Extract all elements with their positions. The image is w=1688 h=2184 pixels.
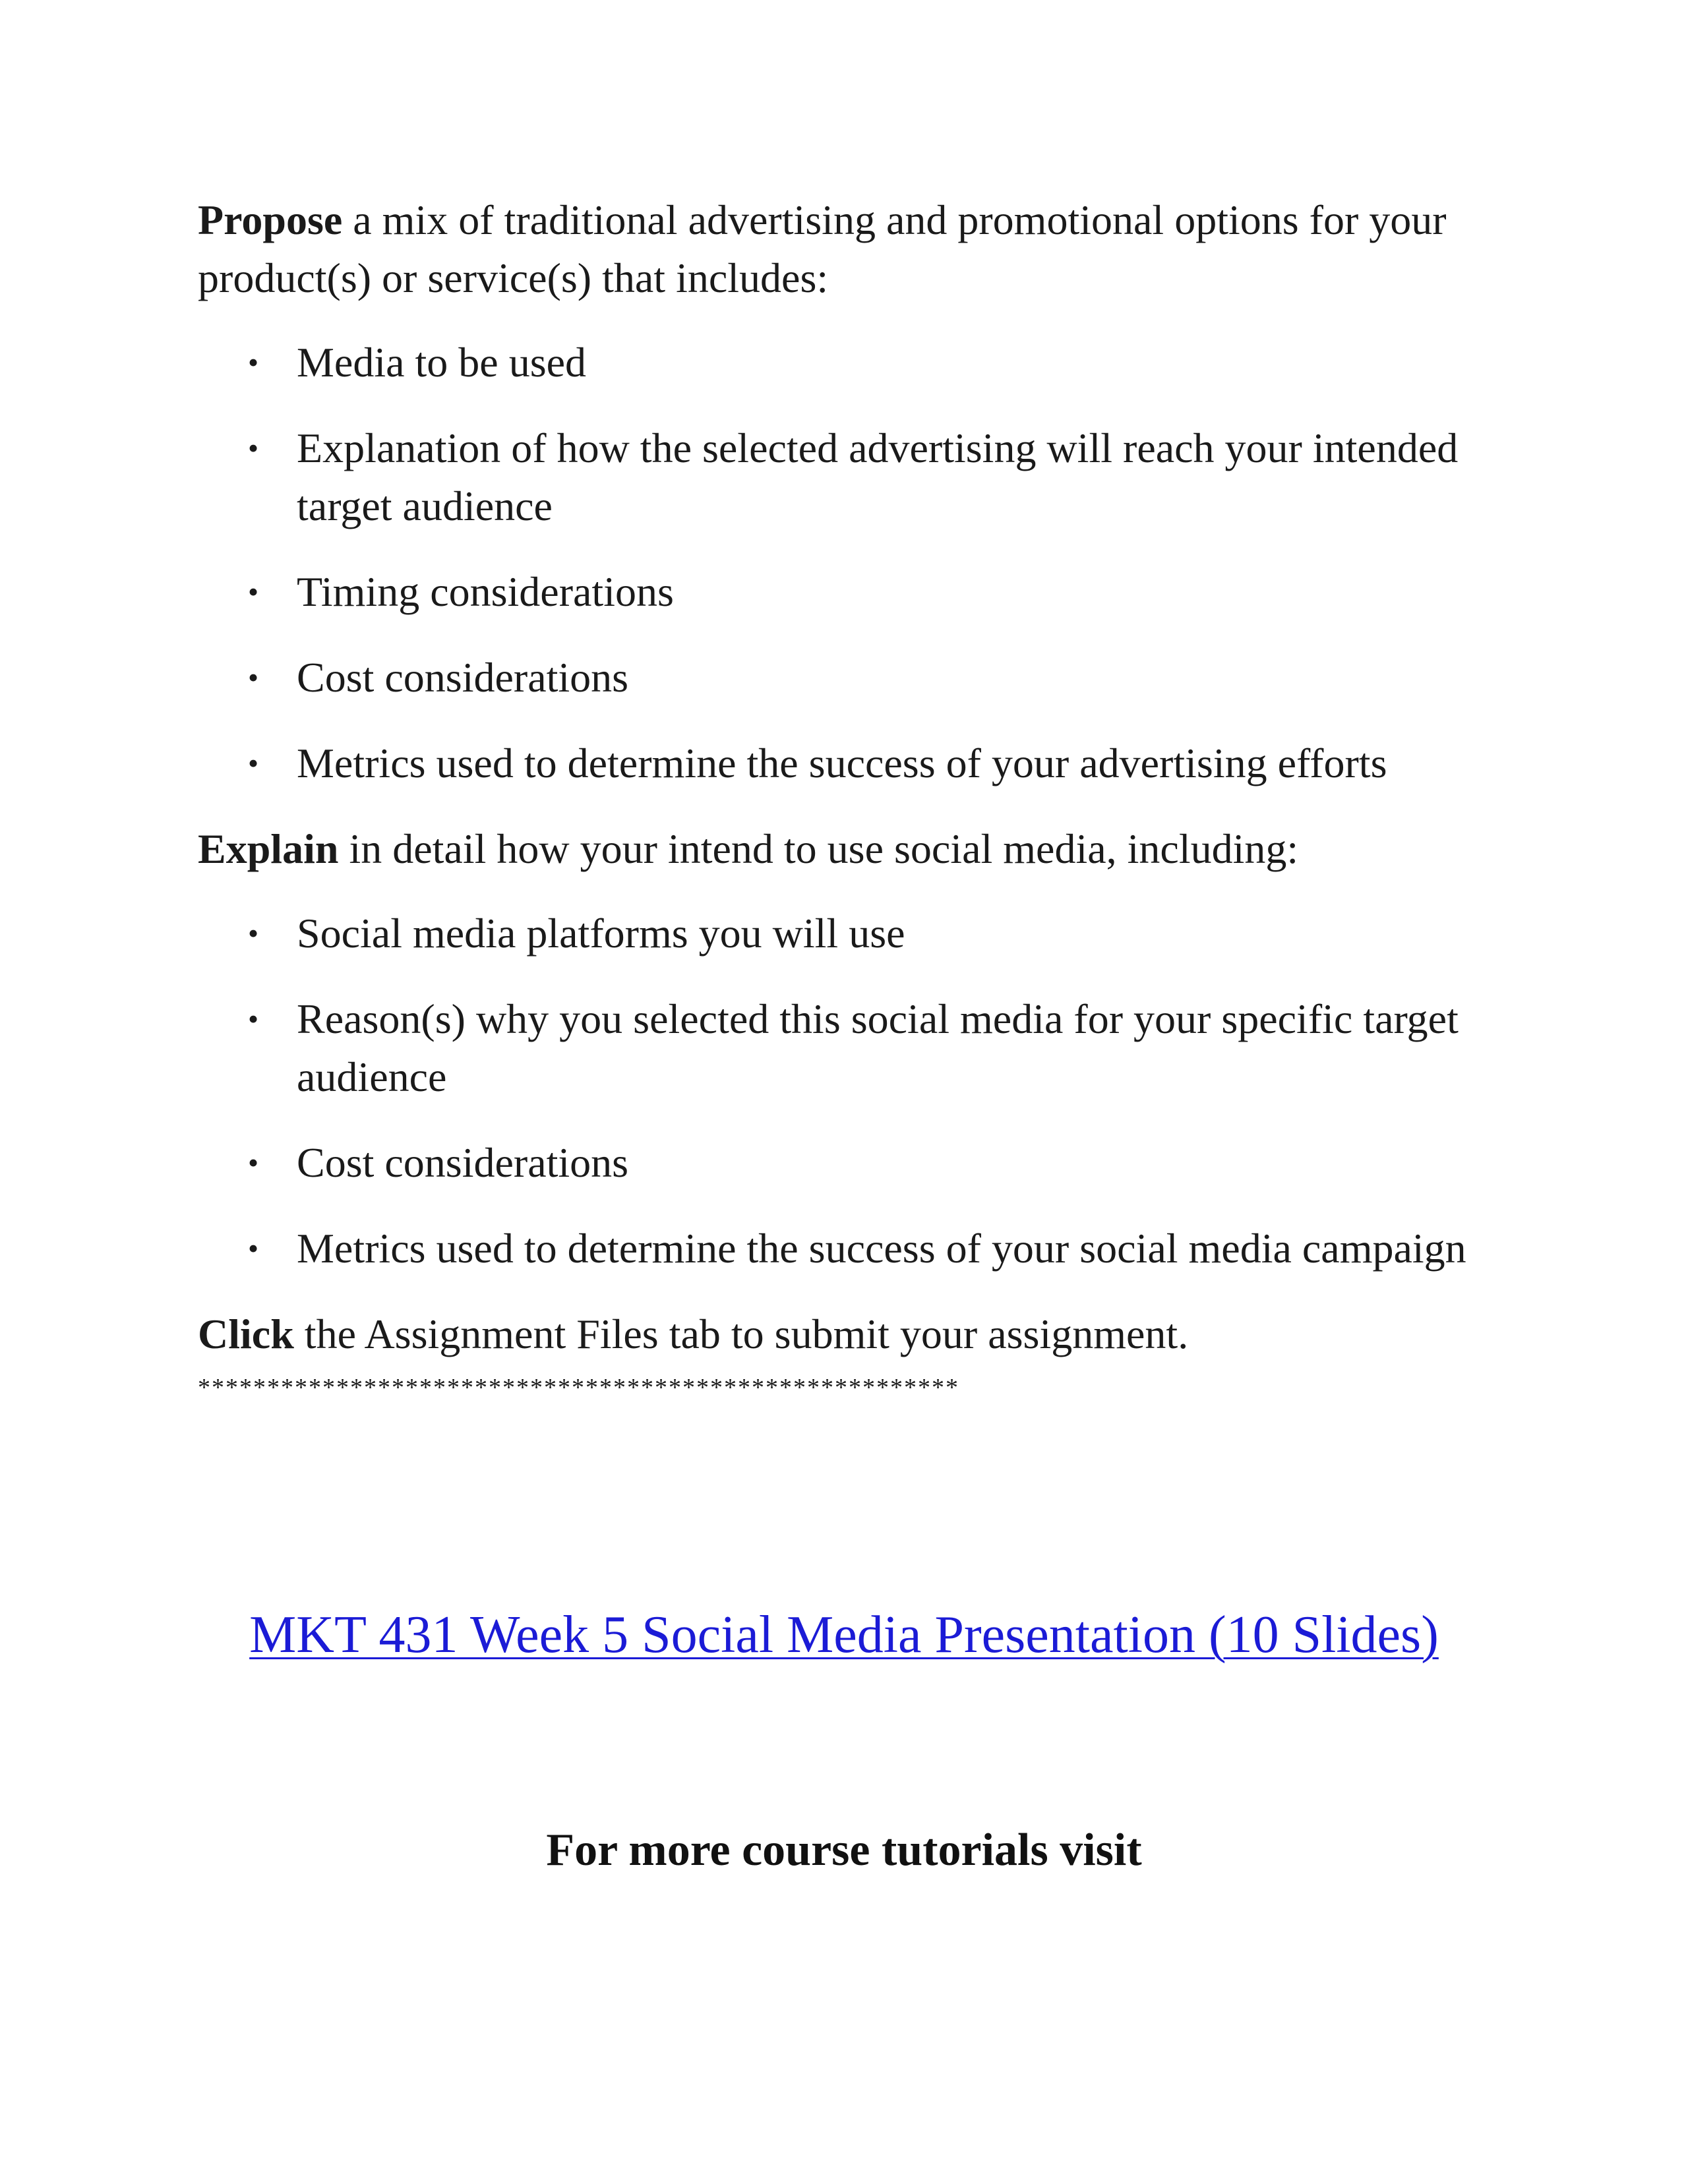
bullet-icon: •	[248, 575, 259, 608]
asterisk-separator: *******************************************************	[198, 1374, 959, 1402]
propose-paragraph	[198, 191, 1490, 307]
list-item-text: Timing considerations	[297, 568, 674, 615]
bullet-icon: •	[248, 431, 259, 465]
propose-text: a mix of traditional advertising and promotional options for your product(s) or service(s) that includes:	[198, 196, 1447, 301]
list-item	[198, 1134, 1490, 1192]
list-item	[198, 419, 1490, 535]
list-item	[198, 649, 1490, 707]
list-item-text: Reason(s) why you selected this social media for your specific target audience	[297, 995, 1459, 1100]
bullet-icon: •	[248, 345, 259, 379]
list-item	[198, 734, 1490, 792]
bullet-icon: •	[248, 1002, 259, 1036]
bullet-icon: •	[248, 661, 259, 694]
list-item-text: Metrics used to determine the success of your social media campaign	[297, 1225, 1466, 1272]
course-link-heading	[0, 1602, 1688, 1668]
bullet-icon: •	[248, 916, 259, 950]
propose-keyword: Propose	[198, 196, 343, 243]
list-item	[198, 990, 1490, 1106]
bullet-icon: •	[248, 746, 259, 780]
list-item	[198, 334, 1490, 392]
course-title-link[interactable]: MKT 431 Week 5 Social Media Presentation (10 Slides)	[249, 1606, 1439, 1664]
click-text: the Assignment Files tab to submit your assignment.	[293, 1311, 1189, 1357]
click-paragraph	[198, 1305, 1490, 1363]
list-item	[198, 1220, 1490, 1278]
bullet-icon: •	[248, 1231, 259, 1265]
explain-paragraph	[198, 820, 1490, 878]
social-media-bullet-list	[198, 904, 1490, 1278]
explain-keyword: Explain	[198, 825, 339, 872]
list-item-text: Social media platforms you will use	[297, 910, 905, 957]
list-item-text: Media to be used	[297, 339, 586, 386]
list-item-text: Cost considerations	[297, 654, 629, 701]
list-item	[198, 904, 1490, 962]
advertising-bullet-list	[198, 334, 1490, 792]
bullet-icon: •	[248, 1146, 259, 1179]
footer-tagline: For more course tutorials visit	[546, 1825, 1142, 1875]
list-item	[198, 563, 1490, 621]
click-keyword: Click	[198, 1311, 294, 1357]
document-body	[198, 191, 1490, 1404]
list-item-text: Explanation of how the selected advertising will reach your intended target audience	[297, 425, 1459, 529]
explain-text: in detail how your intend to use social media, including:	[338, 825, 1299, 872]
list-item-text: Cost considerations	[297, 1139, 629, 1186]
list-item-text: Metrics used to determine the success of your advertising efforts	[297, 740, 1387, 786]
